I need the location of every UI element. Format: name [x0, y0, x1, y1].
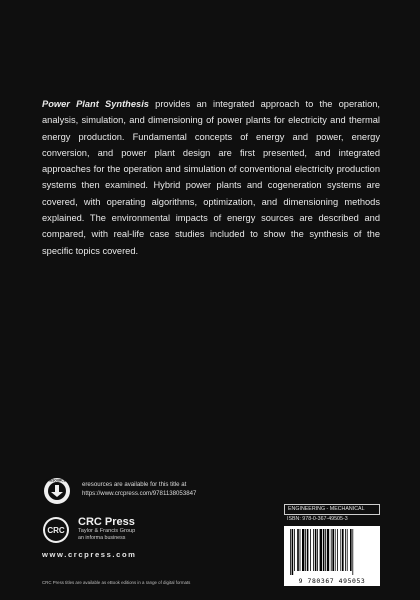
subject-category: ENGINEERING - MECHANICAL	[284, 504, 380, 515]
eresources-section	[42, 476, 262, 506]
publisher-name: CRC Press	[78, 516, 135, 528]
barcode-bar	[337, 529, 338, 571]
barcode-bars	[288, 529, 376, 575]
barcode-bar	[350, 529, 352, 571]
back-cover-blurb	[42, 96, 380, 259]
crc-logo-text: CRC	[47, 526, 65, 535]
isbn-panel	[284, 504, 380, 586]
eresources-badge-icon	[42, 476, 72, 506]
publisher-group: Taylor & Francis Group	[78, 528, 136, 534]
barcode-bar	[332, 529, 334, 571]
barcode-bar	[290, 529, 291, 575]
barcode-bar	[345, 529, 346, 571]
barcode-bar	[292, 529, 294, 575]
barcode-bar	[302, 529, 304, 571]
eresources-badge-text: eRESOURCES	[46, 478, 68, 483]
barcode-bar	[323, 529, 325, 571]
publisher-informa: an informa business	[78, 535, 126, 541]
barcode-bar	[307, 529, 309, 571]
crc-press-logo-icon	[42, 516, 70, 544]
eresources-line1: eresources are available for this title at	[82, 481, 187, 488]
barcode-bar	[352, 529, 353, 575]
barcode-digits: 9 780367 495053	[298, 577, 366, 585]
isbn-number: ISBN: 978-0-367-49505-3	[287, 516, 348, 522]
barcode-bar	[300, 529, 301, 571]
eresources-text	[82, 480, 196, 498]
barcode-bar	[305, 529, 306, 571]
publisher-url[interactable]: www.crcpress.com	[42, 550, 137, 559]
barcode-bar	[297, 529, 299, 571]
barcode-bar	[320, 529, 322, 571]
publisher-block	[78, 516, 135, 542]
barcode	[284, 526, 380, 586]
barcode-bar	[342, 529, 344, 571]
barcode-bar	[327, 529, 329, 571]
barcode-bar	[331, 529, 332, 571]
barcode-bar	[310, 529, 311, 571]
barcode-bar	[315, 529, 317, 571]
eresources-link[interactable]: https://www.crcpress.com/9781138053847	[82, 490, 197, 497]
barcode-bar	[335, 529, 336, 571]
barcode-bar	[294, 529, 295, 571]
barcode-bar	[340, 529, 341, 571]
ebook-footnote: CRC Press titles are available as eBook editions in a range of digital formats	[42, 580, 191, 585]
book-title: Power Plant Synthesis	[42, 99, 149, 109]
barcode-bar	[325, 529, 326, 571]
barcode-bar	[313, 529, 314, 571]
barcode-bar	[317, 529, 318, 571]
blurb-body: provides an integrated approach to the operation, analysis, simulation, and dimensioning of power plants for electricity and thermal energy production. Fundamental concepts of energy and power, energy conversion, and power plant design are first presented, and integrated approaches for the operation and simulation of conventional electricity production systems then examined. Hybrid power plants and cogeneration systems are covered, with operating algorithms, optimization, and dimensioning methods explained. The environmental impacts of energy sources are described and compared, with real-life case studies included to show the synthesis of the specific topics covered.	[42, 99, 380, 256]
barcode-bar	[347, 529, 348, 571]
